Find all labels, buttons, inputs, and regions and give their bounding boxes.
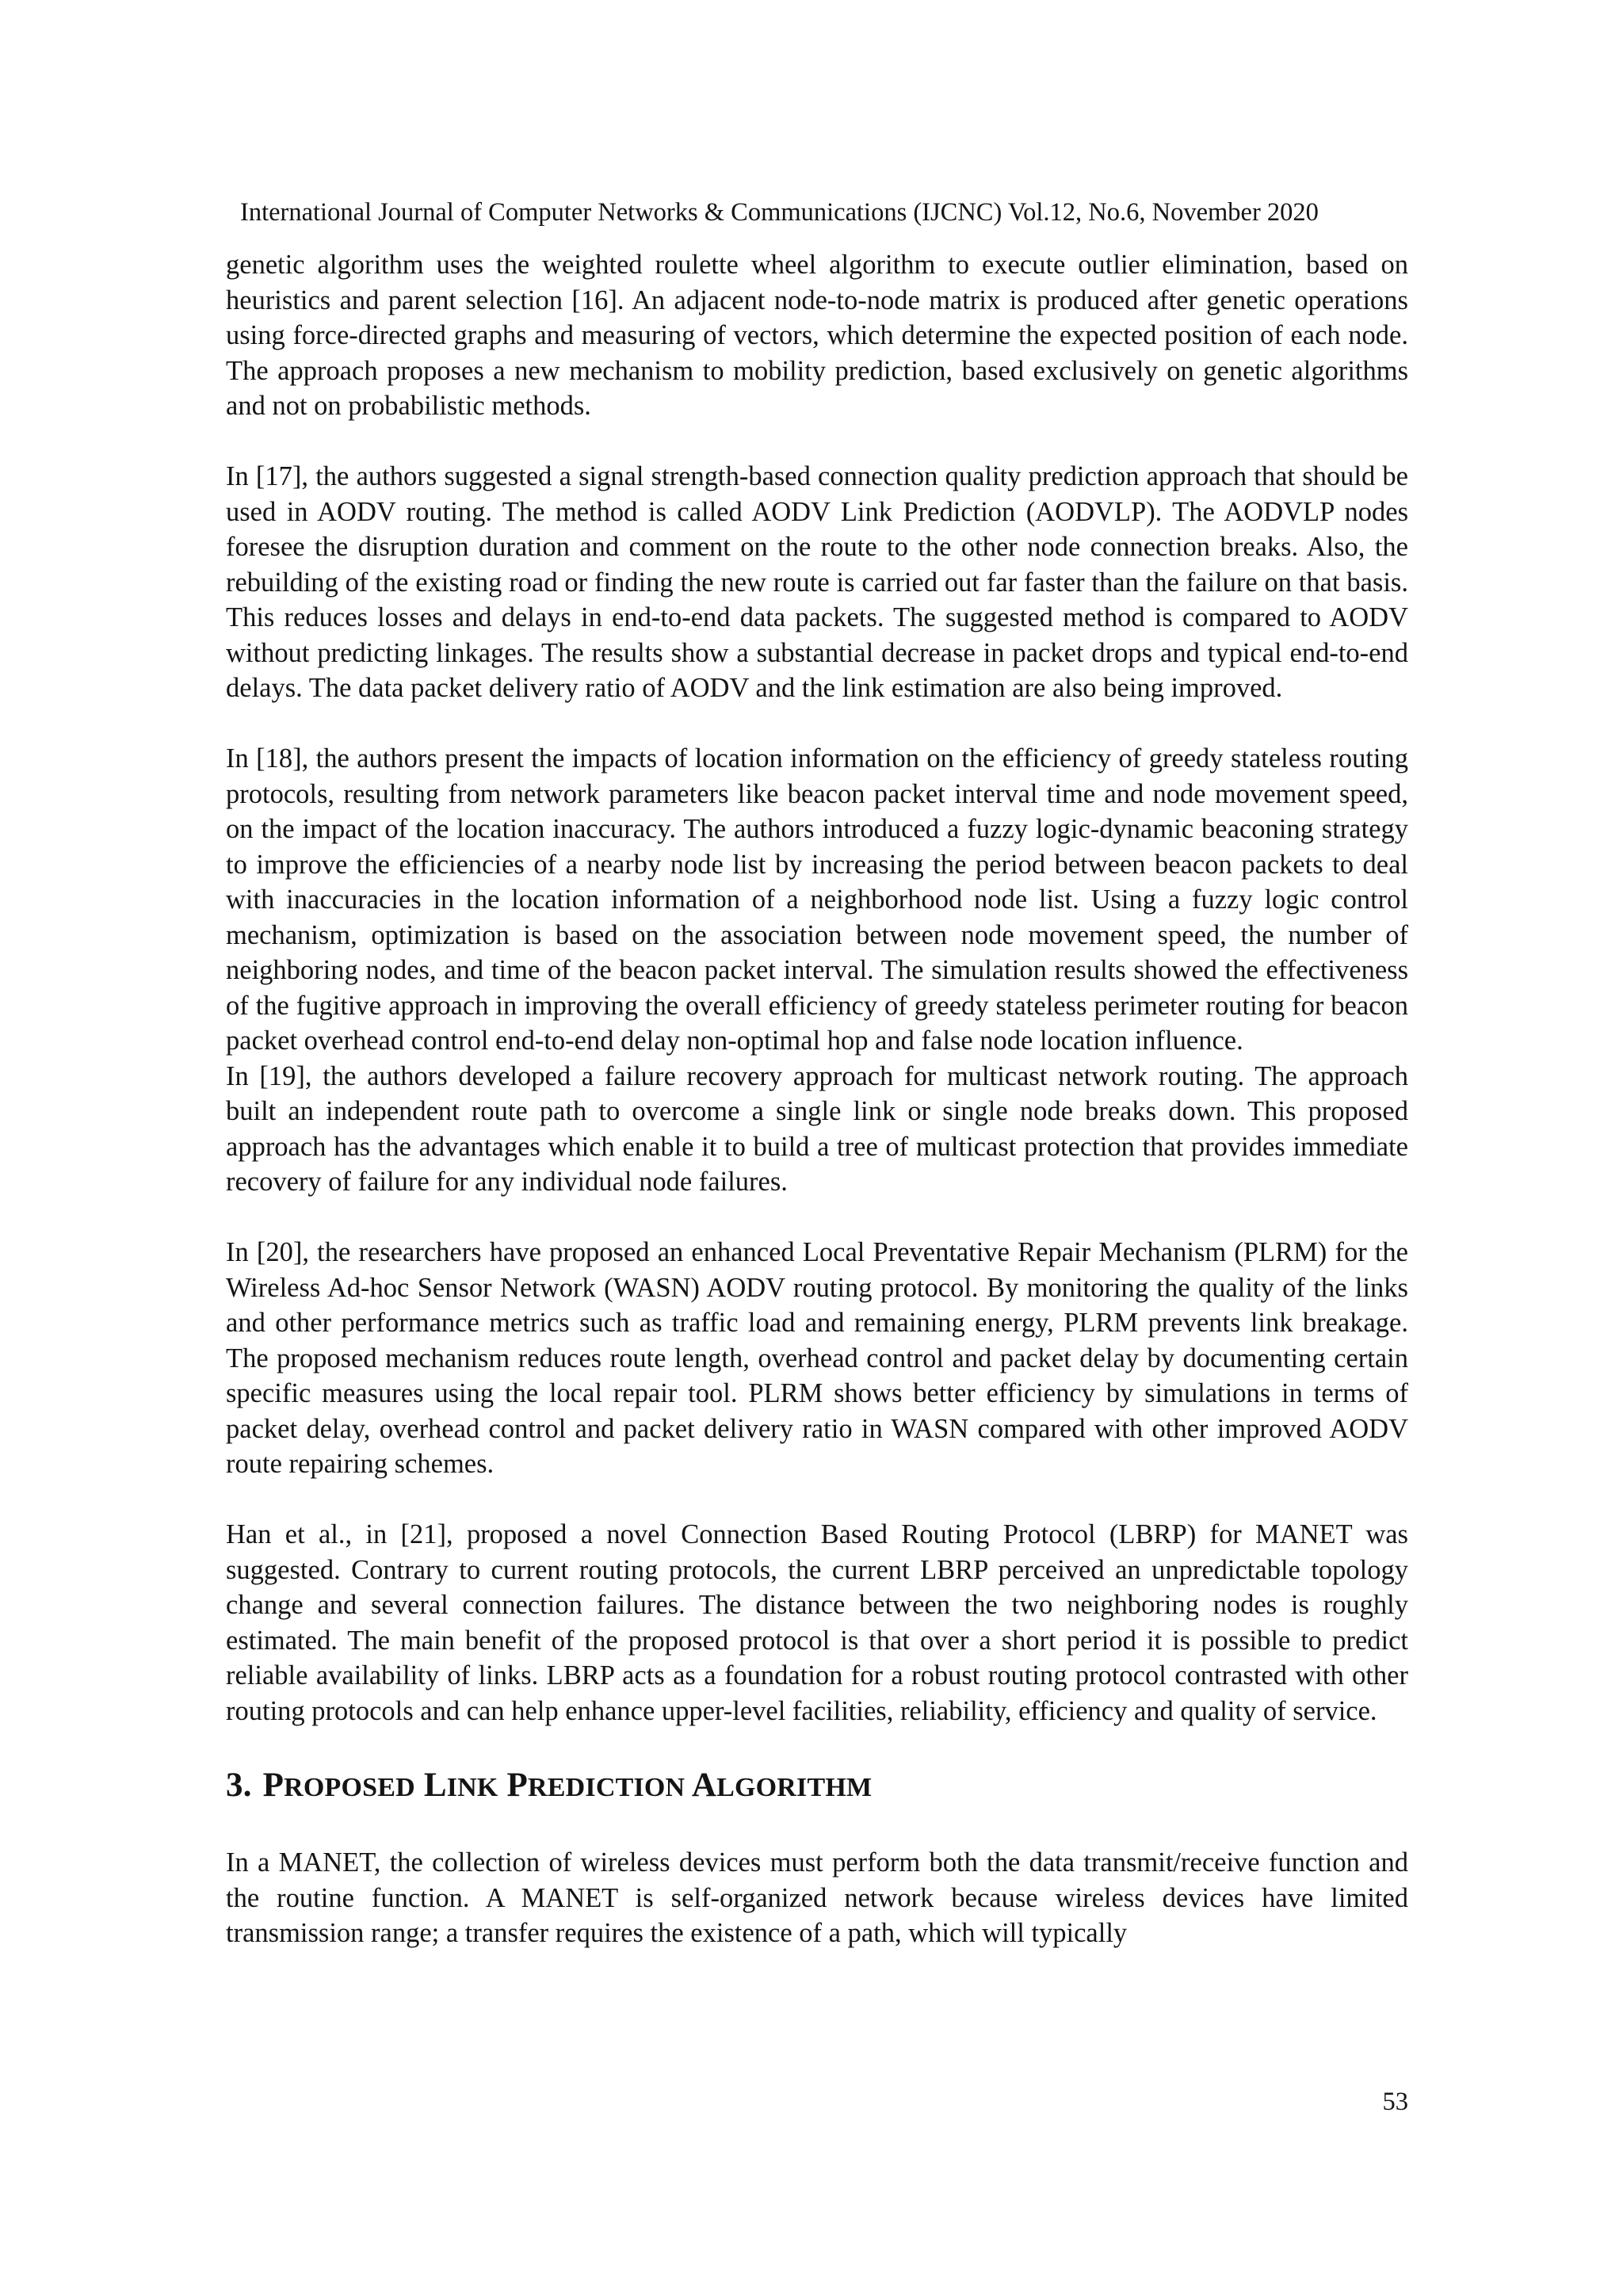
- running-header: International Journal of Computer Networks & Communications (IJCNC) Vol.12, No.6, November 2020: [240, 198, 1319, 227]
- title-word-1-rest: ROPOSED: [284, 1773, 415, 1802]
- title-word-4-initial: A: [691, 1767, 717, 1804]
- paragraph-genetic-algorithm: genetic algorithm uses the weighted roulette wheel algorithm to execute outlier elimination, based on heuristics and parent selection [16]. An adjacent node-to-node matrix is produced after genetic operations using force-directed graphs and measuring of vectors, which determine the expected position of each node. The approach proposes a new mechanism to mobility prediction, based exclusively on genetic algorithms and not on probabilistic methods.: [226, 250, 1408, 421]
- section-heading: [226, 1763, 1408, 1810]
- paragraph-ref-18: In [18], the authors present the impacts of location information on the efficiency of greedy stateless routing protocols, resulting from network parameters like beacon packet interval time and node movement speed, on the impact of the location inaccuracy. The authors introduced a fuzzy logic-dynamic beaconing strategy to improve the efficiencies of a nearby node list by increasing the period between beacon packets to deal with inaccuracies in the location information of a neighborhood node list. Using a fuzzy logic control mechanism, optimization is based on the association between node movement speed, the number of neighboring nodes, and time of the beacon packet interval. The simulation results showed the effectiveness of the fugitive approach in improving the overall efficiency of greedy stateless perimeter routing for beacon packet overhead control end-to-end delay non-optimal hop and false node location influence.: [226, 743, 1408, 1056]
- paper-page: [226, 0, 1408, 2296]
- section-number: 3.: [226, 1767, 252, 1804]
- paragraph-ref-21: Han et al., in [21], proposed a novel Connection Based Routing Protocol (LBRP) for MANET was suggested. Contrary to current routing protocols, the current LBRP perceived an unpredictable topology change and several connection failures. The distance between the two neighboring nodes is roughly estimated. The main benefit of the proposed protocol is that over a short period it is possible to predict reliable availability of links. LBRP acts as a foundation for a robust routing protocol contrasted with other routing protocols and can help enhance upper-level facilities, reliability, efficiency and quality of service.: [226, 1519, 1408, 1726]
- paragraph-ref-20: In [20], the researchers have proposed an enhanced Local Preventative Repair Mechanism (PLRM) for the Wireless Ad-hoc Sensor Network (WASN) AODV routing protocol. By monitoring the quality of the links and other performance metrics such as traffic load and remaining energy, PLRM prevents link breakage. The proposed mechanism reduces route length, overhead control and packet delay by documenting certain specific measures using the local repair tool. PLRM shows better efficiency by simulations in terms of packet delay, overhead control and packet delivery ratio in WASN compared with other improved AODV route repairing schemes.: [226, 1237, 1408, 1479]
- title-word-2-rest: INK: [446, 1773, 498, 1802]
- section-title: [263, 1767, 873, 1804]
- body-text: [226, 247, 1408, 1951]
- title-word-2-initial: L: [423, 1767, 447, 1804]
- title-word-3-initial: P: [506, 1767, 528, 1804]
- paragraph-manet-intro: In a MANET, the collection of wireless devices must perform both the data transmit/receive function and the routine function. A MANET is self-organized network because wireless devices have limited transmission range; a transfer requires the existence of a path, which will typically: [226, 1847, 1408, 1948]
- title-word-4-rest: LGORITHM: [716, 1773, 873, 1802]
- title-word-1-initial: P: [262, 1767, 285, 1804]
- title-word-3-rest: REDICTION: [528, 1773, 685, 1802]
- page-number: 53: [1382, 2088, 1408, 2116]
- paragraph-ref-17: In [17], the authors suggested a signal strength-based connection quality prediction approach that should be used in AODV routing. The method is called AODV Link Prediction (AODVLP). The AODVLP nodes foresee the disruption duration and comment on the route to the other node connection breaks. Also, the rebuilding of the existing road or finding the new route is carried out far faster than the failure on that basis. This reduces losses and delays in end-to-end data packets. The suggested method is compared to AODV without predicting linkages. The results show a substantial decrease in packet drops and typical end-to-end delays. The data packet delivery ratio of AODV and the link estimation are also being improved.: [226, 461, 1408, 703]
- paragraph-ref-19: In [19], the authors developed a failure recovery approach for multicast network routing. The approach built an independent route path to overcome a single link or single node breaks down. This proposed approach has the advantages which enable it to build a tree of multicast protection that provides immediate recovery of failure for any individual node failures.: [226, 1060, 1408, 1197]
